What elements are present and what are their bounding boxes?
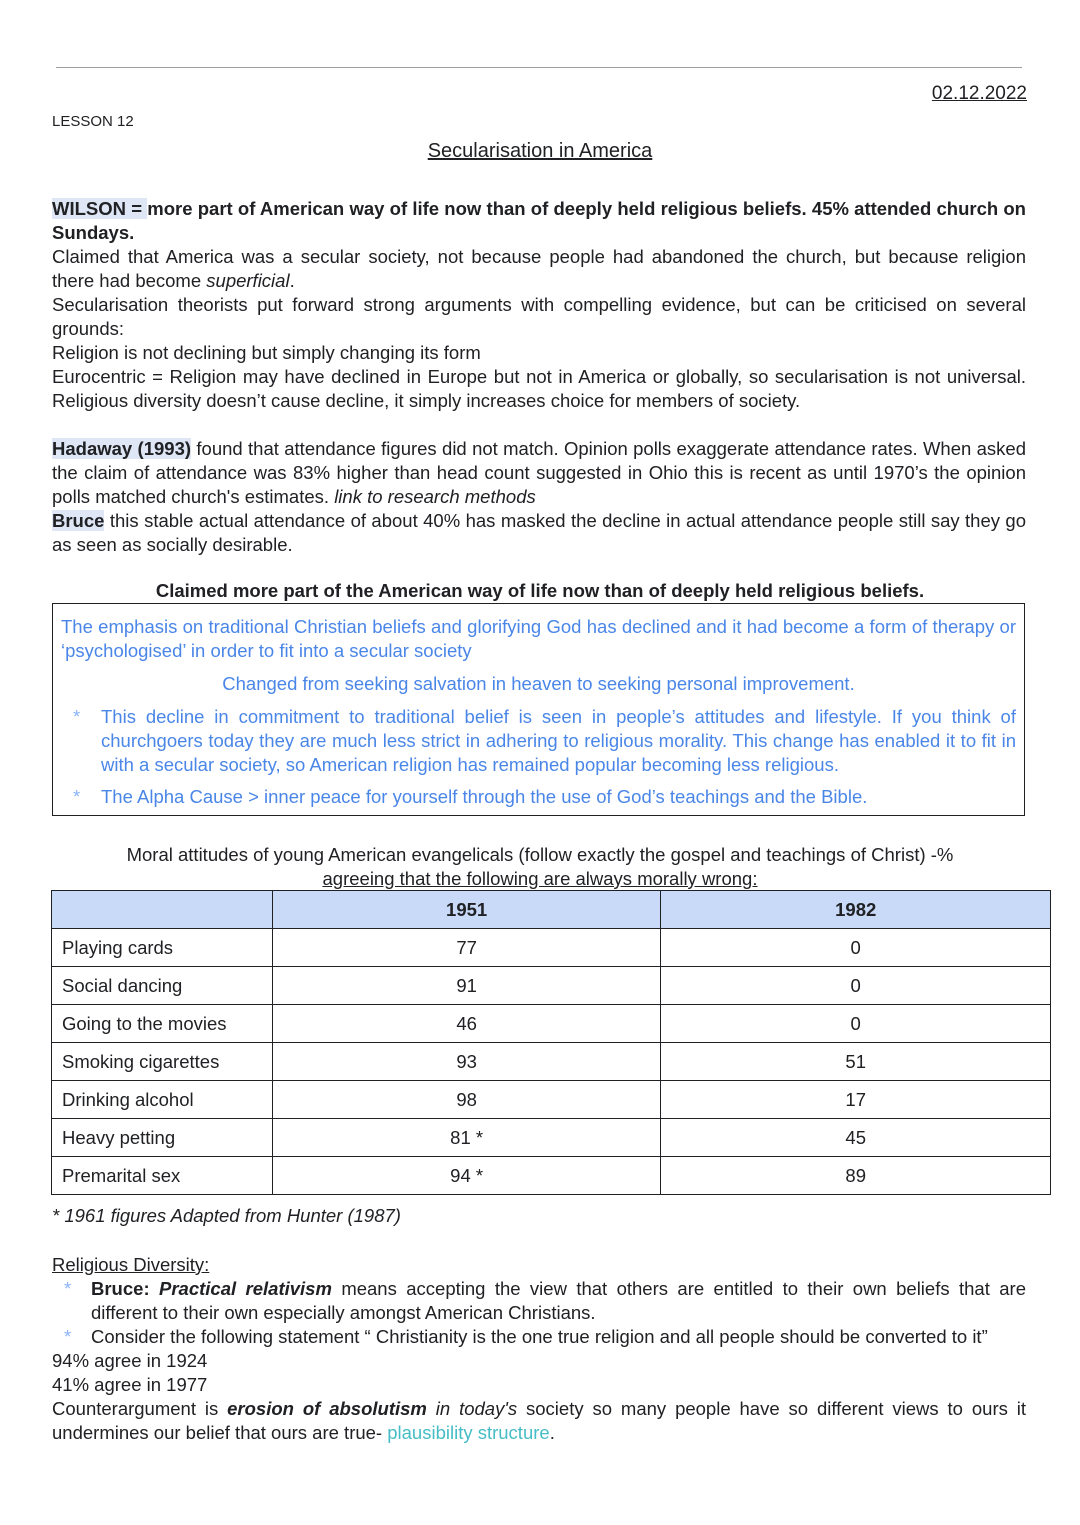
box-bullet-2 [73,785,1016,809]
counterargument-paragraph [52,1397,1026,1445]
row-label: Going to the movies [52,1005,273,1043]
research-methods-note: link to research methods [334,486,536,507]
erosion-of-absolutism-term: erosion of absolutism [227,1398,427,1419]
row-label: Social dancing [52,967,273,1005]
wilson-summary [52,197,1026,245]
page-title: Secularisation in America [427,140,653,162]
lesson-date: 02.12.2022 [931,83,1027,104]
table-header-blank [52,891,273,929]
bruce-relativism-label: Bruce: [91,1278,159,1299]
row-label: Smoking cigarettes [52,1043,273,1081]
diversity-bullet-1 [64,1277,1026,1325]
value-1982: 17 [661,1081,1051,1119]
value-1951: 98 [272,1081,661,1119]
table-row [52,1043,1051,1081]
box-intro: The emphasis on traditional Christian beliefs and glorifying God has declined and it had become a form of therapy or ‘psychologised’ in order to fit into a secular society [61,616,1016,661]
counter-text-d: society so many people have so different views to ours it undermines our belief that ours are true- [52,1398,1026,1443]
religious-diversity-section [52,1253,1026,1445]
value-1982: 0 [661,929,1051,967]
row-label: Playing cards [52,929,273,967]
row-label: Drinking alcohol [52,1081,273,1119]
hadaway-label: Hadaway (1993) [52,438,192,459]
bruce-text: this stable actual attendance of about 40% has masked the decline in actual attendance people still say they go as seen as socially desirable. [52,510,1026,555]
value-1951: 91 [272,967,661,1005]
value-1951: 94 * [272,1157,661,1195]
box-bullet-1 [73,705,1016,777]
counter-text-c: today's [459,1398,518,1419]
box-bullet-2-text: The Alpha Cause > inner peace for yourself through the use of God’s teachings and the Bible. [101,786,868,807]
counter-text-b: in [426,1398,460,1419]
box-heading: Claimed more part of the American way of life now than of deeply held religious beliefs. [155,580,925,601]
value-1951: 93 [272,1043,661,1081]
value-1982: 0 [661,1005,1051,1043]
table-row [52,1005,1051,1043]
wilson-claim-end: . [289,270,295,291]
table-caption-line2: agreeing that the following are always morally wrong: [322,868,758,889]
bullet-star-icon: * [64,1326,72,1347]
counter-text-a: Counterargument is [52,1398,228,1419]
value-1951: 46 [272,1005,661,1043]
changing-form-line: Religion is not declining but simply changing its form [52,342,481,363]
bullet-star-icon: * [64,1278,72,1299]
moral-attitudes-table [51,890,1051,1195]
plausibility-structure-link: plausibility structure [387,1422,550,1443]
table-row [52,967,1051,1005]
stat-1977: 41% agree in 1977 [52,1374,208,1395]
value-1951: 81 * [272,1119,661,1157]
table-row [52,1119,1051,1157]
table-header-1982: 1982 [661,891,1051,929]
counter-text-end: . [549,1422,555,1443]
table-caption-line1: Moral attitudes of young American evangelicals (follow exactly the gospel and teachings of Christ) -% [126,844,954,865]
table-row [52,1081,1051,1119]
practical-relativism-term: Practical relativism [159,1278,332,1299]
diversity-bullet-2-text: Consider the following statement “ Christianity is the one true religion and all people should be converted to it” [91,1326,988,1347]
wilson-claim-text: Claimed that America was a secular society, not because people had abandoned the church, but because religion there had become [52,246,1026,291]
diversity-bullet-1-text [91,1277,1026,1325]
diversity-bullet-2 [64,1325,1026,1349]
hadaway-section [52,437,1026,557]
bullet-star-icon: * [73,786,81,807]
row-label: Premarital sex [52,1157,273,1195]
bruce-label: Bruce [52,510,105,531]
value-1951: 77 [272,929,661,967]
wilson-section [52,197,1026,413]
value-1982: 0 [661,967,1051,1005]
wilson-equals: = [126,198,148,219]
value-1982: 51 [661,1043,1051,1081]
hadaway-paragraph [52,437,1026,509]
diversity-heading: Religious Diversity: [52,1254,210,1275]
relativism-definition: means accepting the view that others are entitled to their own beliefs that are different to their own especially amongst American Christians. [91,1278,1026,1323]
value-1982: 89 [661,1157,1051,1195]
row-label: Heavy petting [52,1119,273,1157]
bruce-paragraph [52,509,1026,557]
wilson-label: WILSON [52,198,126,219]
box-bullet-1-text: This decline in commitment to traditional belief is seen in people’s attitudes and lifestyle. If you think of churchgoers today they are much less strict in adhering to religious morality. This change has enabled it to fit in with a secular society, so American religion has remained popular becoming less religious. [101,706,1016,775]
table-header-1951: 1951 [272,891,661,929]
wilson-claim-em: superficial [206,270,290,291]
theorists-paragraph: Secularisation theorists put forward strong arguments with compelling evidence, but can be criticised on several grounds: [52,294,1026,339]
wilson-claim [52,245,1026,293]
bullet-star-icon: * [73,706,81,727]
header-rule [56,67,1022,68]
value-1982: 45 [661,1119,1051,1157]
table-caption [60,843,1020,891]
table-row [52,1157,1051,1195]
table-row [52,929,1051,967]
claim-box [52,603,1025,816]
lesson-label: LESSON 12 [52,113,134,130]
box-center-line: Changed from seeking salvation in heaven to seeking personal improvement. [222,673,855,694]
table-header-row [52,891,1051,929]
wilson-bold-text: more part of American way of life now than of deeply held religious beliefs. 45% attended church on Sundays. [52,198,1026,243]
hadaway-text: found that attendance figures did not match. Opinion polls exaggerate attendance rates. When asked the claim of attendance was 83% higher than head count suggested in Ohio this is recent as until 1970’s the opinion polls matched church's estimates. [52,438,1027,507]
table-footnote: * 1961 figures Adapted from Hunter (1987) [52,1205,401,1226]
stat-1924: 94% agree in 1924 [52,1350,208,1371]
eurocentric-paragraph: Eurocentric = Religion may have declined in Europe but not in America or globally, so secularisation is not universal. Religious diversity doesn’t cause decline, it simply increases choice for members of society. [52,366,1026,411]
